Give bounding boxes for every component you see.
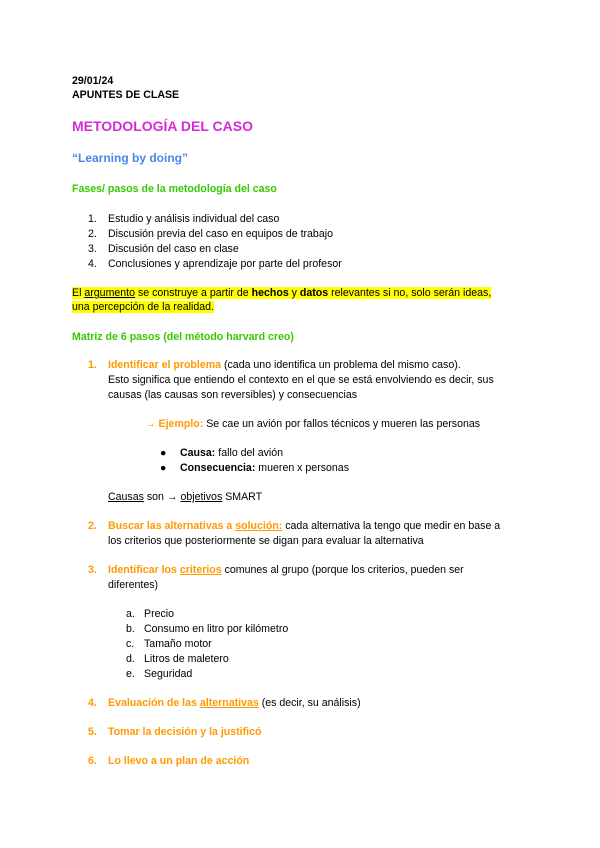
criteria-letter: e. xyxy=(126,668,135,680)
phase-number: 4. xyxy=(88,258,97,270)
matrix-heading: Matriz de 6 pasos (del método harvard creo) xyxy=(72,331,294,343)
criteria-item: Precio xyxy=(144,608,175,620)
step-1-line-3: causas (las causas son reversibles) y consecuencias xyxy=(108,389,358,401)
bullet-label: Causa: xyxy=(180,447,216,459)
phase-item: Estudio y análisis individual del caso xyxy=(108,213,280,225)
criteria-letter: b. xyxy=(126,623,135,635)
note-date: 29/01/24 xyxy=(72,75,114,87)
step-3-line-2: diferentes) xyxy=(108,579,159,591)
step-number: 4. xyxy=(88,697,97,709)
step-2-line-2: los criterios que posteriormente se digan para evaluar la alternativa xyxy=(108,535,424,547)
bullet-icon: ● xyxy=(160,447,167,459)
step-4-line xyxy=(108,697,361,709)
step-4-text: (es decir, su análisis) xyxy=(258,697,361,709)
argument-text: se construye a partir de xyxy=(135,287,252,299)
criteria-item: Tamaño motor xyxy=(144,638,212,650)
bullet-icon: ● xyxy=(160,462,167,474)
argument-keyword-datos: datos xyxy=(299,287,329,299)
argument-text: una percepción de la realidad. xyxy=(72,301,214,313)
objectives-word: objetivos xyxy=(180,491,223,503)
bullet-text: fallo del avión xyxy=(215,447,284,459)
phase-number: 1. xyxy=(88,213,97,225)
step-2-title: Buscar las alternativas a xyxy=(108,520,236,532)
step-number: 6. xyxy=(88,755,97,767)
example-text: Se cae un avión por fallos técnicos y mueren las personas xyxy=(203,418,481,430)
step-1-line-2: Esto significa que entiendo el contexto en el que se está envolviendo es decir, sus xyxy=(108,374,494,386)
causes-line xyxy=(108,491,262,503)
example-label: → Ejemplo: xyxy=(145,418,204,430)
phase-item: Conclusiones y aprendizaje por parte del profesor xyxy=(108,258,342,270)
causes-text: SMART xyxy=(222,491,263,503)
page-title: METODOLOGÍA DEL CASO xyxy=(72,118,253,134)
step-3-title-keyword: criterios xyxy=(179,564,222,576)
causes-word: Causas xyxy=(108,491,144,503)
step-3-line xyxy=(108,564,464,576)
argument-keyword: argumento xyxy=(84,287,136,299)
step-number: 2. xyxy=(88,520,97,532)
argument-text: y xyxy=(288,287,300,299)
phases-heading: Fases/ pasos de la metodología del caso xyxy=(72,183,277,195)
step-number: 3. xyxy=(88,564,97,576)
step-1-text: (cada uno identifica un problema del mismo caso). xyxy=(221,359,461,371)
bullet-label: Consecuencia: xyxy=(180,462,256,474)
bullet-item xyxy=(180,447,283,459)
phase-item: Discusión previa del caso en equipos de trabajo xyxy=(108,228,333,240)
argument-text: relevantes si no, solo serán ideas, xyxy=(328,287,492,299)
argument-line-1 xyxy=(72,287,491,299)
criteria-letter: a. xyxy=(126,608,135,620)
argument-line-2 xyxy=(72,301,214,313)
step-number: 5. xyxy=(88,726,97,738)
criteria-letter: d. xyxy=(126,653,135,665)
criteria-letter: c. xyxy=(126,638,135,650)
causes-text: son → xyxy=(143,491,181,503)
step-1-line xyxy=(108,359,461,371)
note-heading: APUNTES DE CLASE xyxy=(72,89,180,101)
step-2-title-keyword: solución: xyxy=(235,520,283,532)
bullet-item xyxy=(180,462,349,474)
step-6-title: Lo llevo a un plan de acción xyxy=(108,755,250,767)
step-4-title-keyword: alternativas xyxy=(199,697,259,709)
step-3-title: Identificar los xyxy=(108,564,180,576)
step-4-title: Evaluación de las xyxy=(108,697,200,709)
example-line xyxy=(145,418,480,430)
argument-text: El xyxy=(72,287,85,299)
step-2-text: cada alternativa la tengo que medir en base a xyxy=(282,520,501,532)
criteria-item: Consumo en litro por kilómetro xyxy=(144,623,289,635)
phase-number: 2. xyxy=(88,228,97,240)
phase-item: Discusión del caso en clase xyxy=(108,243,239,255)
step-3-text: comunes al grupo (porque los criterios, pueden ser xyxy=(221,564,464,576)
criteria-item: Litros de maletero xyxy=(144,653,229,665)
step-5-title: Tomar la decisión y la justificó xyxy=(108,726,262,738)
phase-number: 3. xyxy=(88,243,97,255)
argument-keyword-hechos: hechos xyxy=(251,287,289,299)
step-number: 1. xyxy=(88,359,97,371)
bullet-text: mueren x personas xyxy=(255,462,349,474)
page-subtitle: “Learning by doing” xyxy=(72,151,188,165)
step-1-title: Identificar el problema xyxy=(108,359,222,371)
criteria-item: Seguridad xyxy=(144,668,193,680)
step-2-line xyxy=(108,520,500,532)
